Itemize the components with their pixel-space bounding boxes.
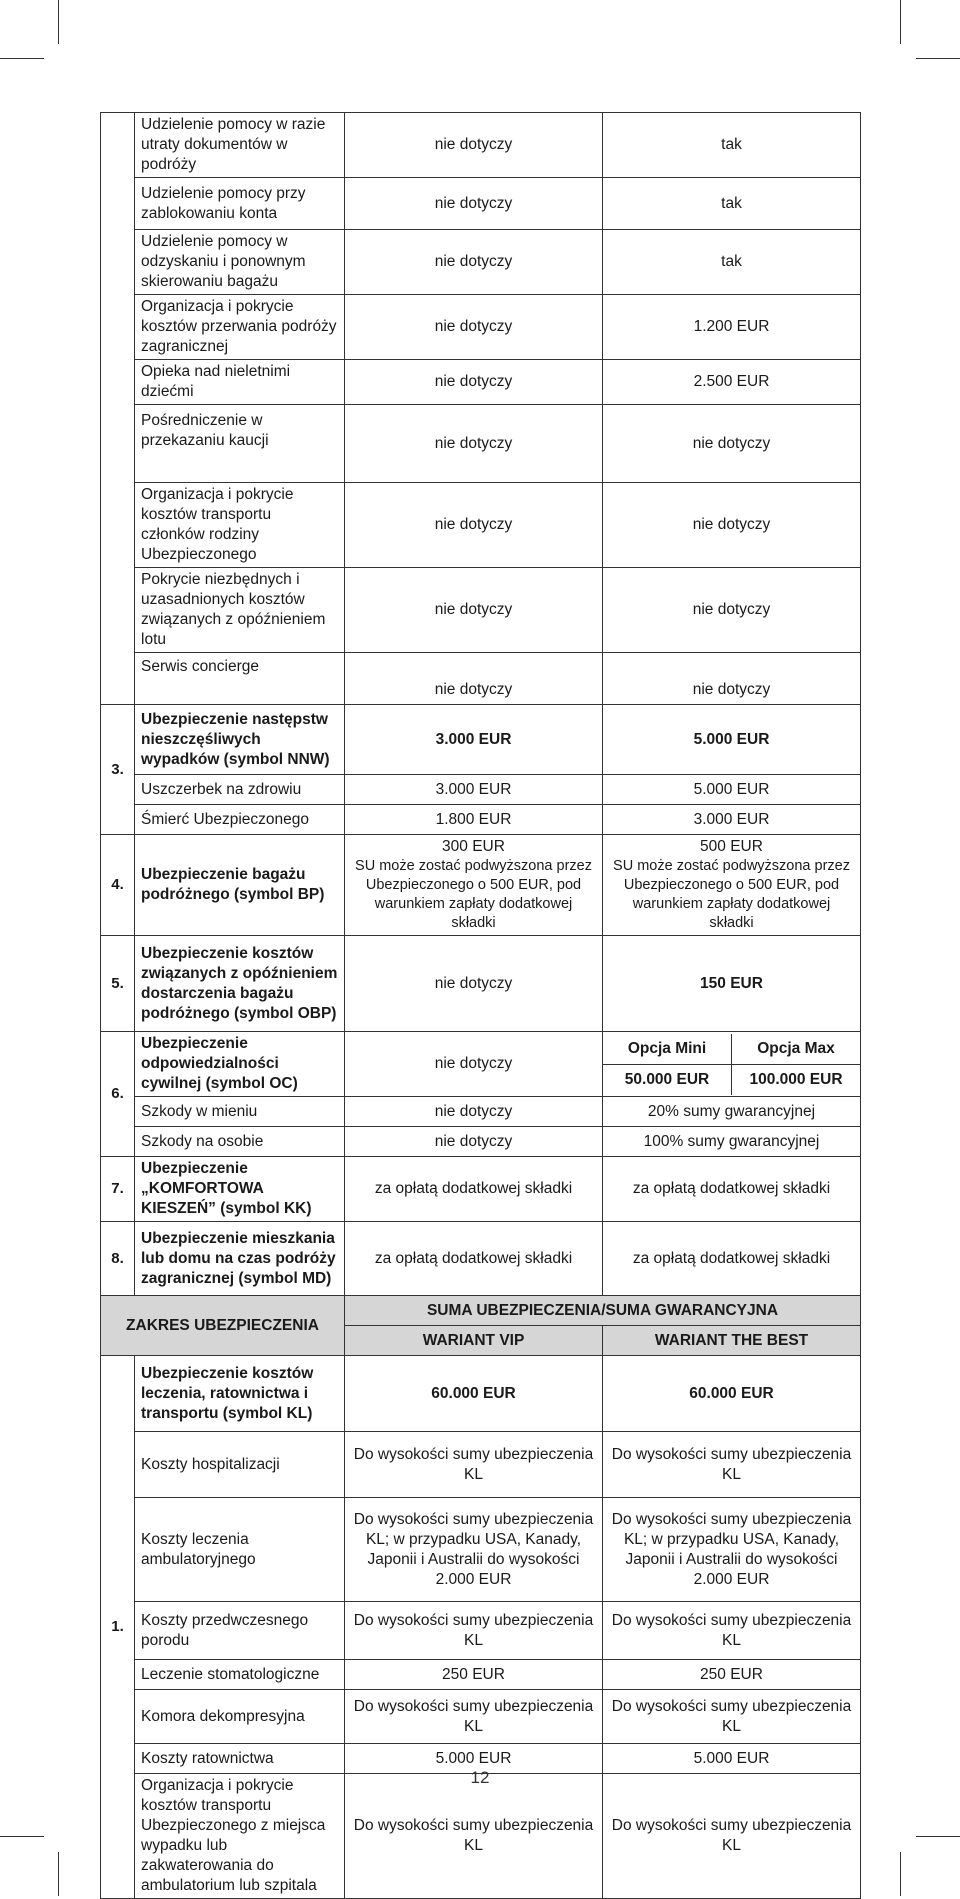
best-value: 100% sumy gwarancyjnej bbox=[603, 1127, 861, 1157]
vip-value: Do wysokości sumy ubezpieczenia KL bbox=[345, 1602, 603, 1660]
best-value: tak bbox=[603, 230, 861, 295]
best-value: nie dotyczy bbox=[603, 405, 861, 483]
vip-value: Do wysokości sumy ubezpieczenia KL; w przypadku USA, Kanady, Japonii i Australii do wysokości 2.000 EUR bbox=[345, 1498, 603, 1602]
vip-value: nie dotyczy bbox=[345, 483, 603, 568]
section-title: Ubezpieczenie kosztów związanych z opóźnieniem dostarczenia bagażu podróżnego (symbol OBP) bbox=[135, 936, 345, 1032]
row-label: Koszty ratownictwa bbox=[135, 1744, 345, 1774]
best-value: Do wysokości sumy ubezpieczenia KL; w przypadku USA, Kanady, Japonii i Australii do wysokości 2.000 EUR bbox=[603, 1498, 861, 1602]
crop-mark bbox=[900, 1852, 901, 1896]
vip-amount: 300 EUR bbox=[442, 838, 505, 855]
row-label: Uszczerbek na zdrowiu bbox=[135, 775, 345, 805]
num-cell bbox=[101, 113, 135, 705]
vip-value: 3.000 EUR bbox=[345, 705, 603, 775]
table-row bbox=[101, 1157, 861, 1222]
row-label: Udzielenie pomocy w razie utraty dokumentów w podróży bbox=[135, 113, 345, 178]
best-value: Do wysokości sumy ubezpieczenia KL bbox=[603, 1602, 861, 1660]
vip-value: nie dotyczy bbox=[345, 1032, 603, 1097]
best-value: 150 EUR bbox=[603, 936, 861, 1032]
row-label: Koszty leczenia ambulatoryjnego bbox=[135, 1498, 345, 1602]
row-label: Śmierć Ubezpieczonego bbox=[135, 805, 345, 835]
table-row bbox=[101, 775, 861, 805]
row-label: Udzielenie pomocy w odzyskaniu i ponownym skierowaniu bagażu bbox=[135, 230, 345, 295]
section-number: 3. bbox=[101, 705, 135, 835]
row-label: Koszty hospitalizacji bbox=[135, 1432, 345, 1498]
table-row bbox=[101, 360, 861, 405]
best-value bbox=[603, 835, 861, 936]
vip-value: Do wysokości sumy ubezpieczenia KL bbox=[345, 1432, 603, 1498]
row-label: Serwis concierge bbox=[135, 653, 345, 705]
row-label: Pośredniczenie w przekazaniu kaucji bbox=[135, 405, 345, 483]
table-row bbox=[101, 1032, 861, 1097]
row-label: Organizacja i pokrycie kosztów przerwania podróży zagranicznej bbox=[135, 295, 345, 360]
row-label: Komora dekompresyjna bbox=[135, 1690, 345, 1744]
vip-value: nie dotyczy bbox=[345, 405, 603, 483]
table-row bbox=[101, 295, 861, 360]
section-title: Ubezpieczenie następstw nieszczęśliwych wypadków (symbol NNW) bbox=[135, 705, 345, 775]
row-label: Organizacja i pokrycie kosztów transportu Ubezpieczonego z miejsca wypadku lub zakwaterowania do ambulatorium lub szpitala bbox=[135, 1774, 345, 1899]
vip-value: nie dotyczy bbox=[345, 568, 603, 653]
table-row bbox=[101, 1127, 861, 1157]
best-value: 250 EUR bbox=[603, 1660, 861, 1690]
vip-value: nie dotyczy bbox=[345, 113, 603, 178]
best-note: SU może zostać podwyższona przez Ubezpieczonego o 500 EUR, pod warunkiem zapłaty dodatkowej składki bbox=[613, 858, 850, 931]
option-max-value: 100.000 EUR bbox=[732, 1064, 861, 1095]
crop-mark bbox=[900, 0, 901, 44]
crop-mark bbox=[58, 0, 59, 44]
row-label: Udzielenie pomocy przy zablokowaniu konta bbox=[135, 178, 345, 230]
vip-value: nie dotyczy bbox=[345, 360, 603, 405]
table-row bbox=[101, 1222, 861, 1296]
vip-value: 5.000 EUR bbox=[345, 1744, 603, 1774]
vip-value: 60.000 EUR bbox=[345, 1356, 603, 1432]
table-row bbox=[101, 705, 861, 775]
best-value: 5.000 EUR bbox=[603, 1744, 861, 1774]
vip-value: nie dotyczy bbox=[345, 1127, 603, 1157]
row-label: Szkody na osobie bbox=[135, 1127, 345, 1157]
vip-value: za opłatą dodatkowej składki bbox=[345, 1157, 603, 1222]
table-row bbox=[101, 113, 861, 178]
vip-value: Do wysokości sumy ubezpieczenia KL bbox=[345, 1690, 603, 1744]
table-row bbox=[101, 178, 861, 230]
vip-value: nie dotyczy bbox=[345, 653, 603, 705]
vip-value: nie dotyczy bbox=[345, 1097, 603, 1127]
row-label: Leczenie stomatologiczne bbox=[135, 1660, 345, 1690]
vip-value: Do wysokości sumy ubezpieczenia KL bbox=[345, 1774, 603, 1899]
section-number: 6. bbox=[101, 1032, 135, 1157]
section-number: 4. bbox=[101, 835, 135, 936]
table-row bbox=[101, 1660, 861, 1690]
option-max-label: Opcja Max bbox=[732, 1034, 861, 1065]
section-title: Ubezpieczenie „KOMFORTOWA KIESZEŃ” (symbol KK) bbox=[135, 1157, 345, 1222]
option-mini-label: Opcja Mini bbox=[603, 1034, 732, 1065]
insurance-table bbox=[100, 112, 860, 1899]
section-number: 7. bbox=[101, 1157, 135, 1222]
best-value: 20% sumy gwarancyjnej bbox=[603, 1097, 861, 1127]
row-label: Koszty przedwczesnego porodu bbox=[135, 1602, 345, 1660]
table-row bbox=[101, 1774, 861, 1899]
row-label: Organizacja i pokrycie kosztów transportu członków rodziny Ubezpieczonego bbox=[135, 483, 345, 568]
best-value: 5.000 EUR bbox=[603, 775, 861, 805]
vip-value: 3.000 EUR bbox=[345, 775, 603, 805]
table-row bbox=[101, 1356, 861, 1432]
best-value: nie dotyczy bbox=[603, 653, 861, 705]
best-options bbox=[603, 1032, 861, 1097]
table-row bbox=[101, 1097, 861, 1127]
best-value: za opłatą dodatkowej składki bbox=[603, 1222, 861, 1296]
best-value: 60.000 EUR bbox=[603, 1356, 861, 1432]
crop-mark bbox=[916, 1836, 960, 1837]
best-value: 1.200 EUR bbox=[603, 295, 861, 360]
page-number: 12 bbox=[470, 1768, 490, 1787]
sum-header: SUMA UBEZPIECZENIA/SUMA GWARANCYJNA bbox=[345, 1296, 861, 1326]
row-label: Pokrycie niezbędnych i uzasadnionych kosztów związanych z opóźnieniem lotu bbox=[135, 568, 345, 653]
best-value: Do wysokości sumy ubezpieczenia KL bbox=[603, 1774, 861, 1899]
section-number: 8. bbox=[101, 1222, 135, 1296]
section-number: 5. bbox=[101, 936, 135, 1032]
table-row bbox=[101, 936, 861, 1032]
vip-value: nie dotyczy bbox=[345, 178, 603, 230]
vip-note: SU może zostać podwyższona przez Ubezpieczonego o 500 EUR, pod warunkiem zapłaty dodatkowej składki bbox=[355, 858, 592, 931]
table-row bbox=[101, 805, 861, 835]
vip-header: WARIANT VIP bbox=[345, 1326, 603, 1356]
table-header-row bbox=[101, 1296, 861, 1326]
table-row bbox=[101, 230, 861, 295]
vip-value: nie dotyczy bbox=[345, 936, 603, 1032]
crop-mark bbox=[0, 58, 44, 59]
vip-value: nie dotyczy bbox=[345, 230, 603, 295]
table-row bbox=[101, 1432, 861, 1498]
option-mini-value: 50.000 EUR bbox=[624, 1070, 710, 1088]
best-header: WARIANT THE BEST bbox=[603, 1326, 861, 1356]
best-value: 3.000 EUR bbox=[603, 805, 861, 835]
crop-mark bbox=[58, 1852, 59, 1896]
table-row bbox=[101, 483, 861, 568]
section-title: Ubezpieczenie odpowiedzialności cywilnej (symbol OC) bbox=[135, 1032, 345, 1097]
table-row bbox=[101, 1602, 861, 1660]
section-title: Ubezpieczenie bagażu podróżnego (symbol BP) bbox=[135, 835, 345, 936]
best-value: za opłatą dodatkowej składki bbox=[603, 1157, 861, 1222]
vip-value: 250 EUR bbox=[345, 1660, 603, 1690]
row-label: Szkody w mieniu bbox=[135, 1097, 345, 1127]
section-title: Ubezpieczenie mieszkania lub domu na czas podróży zagranicznej (symbol MD) bbox=[135, 1222, 345, 1296]
best-value: nie dotyczy bbox=[603, 483, 861, 568]
table-row bbox=[101, 835, 861, 936]
crop-mark bbox=[916, 58, 960, 59]
table-row bbox=[101, 405, 861, 483]
best-value: nie dotyczy bbox=[603, 568, 861, 653]
best-value: 2.500 EUR bbox=[603, 360, 861, 405]
section-title: Ubezpieczenie kosztów leczenia, ratownictwa i transportu (symbol KL) bbox=[135, 1356, 345, 1432]
best-value: 5.000 EUR bbox=[603, 705, 861, 775]
table-row bbox=[101, 1690, 861, 1744]
row-label: Opieka nad nieletnimi dziećmi bbox=[135, 360, 345, 405]
vip-value: 1.800 EUR bbox=[345, 805, 603, 835]
section-number: 1. bbox=[101, 1356, 135, 1899]
best-value: Do wysokości sumy ubezpieczenia KL bbox=[603, 1690, 861, 1744]
vip-value bbox=[345, 835, 603, 936]
table-row bbox=[101, 653, 861, 705]
best-value: tak bbox=[603, 178, 861, 230]
best-value: Do wysokości sumy ubezpieczenia KL bbox=[603, 1432, 861, 1498]
scope-header: ZAKRES UBEZPIECZENIA bbox=[101, 1296, 345, 1356]
best-amount: 500 EUR bbox=[700, 838, 763, 855]
best-value: tak bbox=[603, 113, 861, 178]
table-row bbox=[101, 1498, 861, 1602]
vip-value: za opłatą dodatkowej składki bbox=[345, 1222, 603, 1296]
vip-value: nie dotyczy bbox=[345, 295, 603, 360]
crop-mark bbox=[0, 1836, 44, 1837]
table-row bbox=[101, 568, 861, 653]
